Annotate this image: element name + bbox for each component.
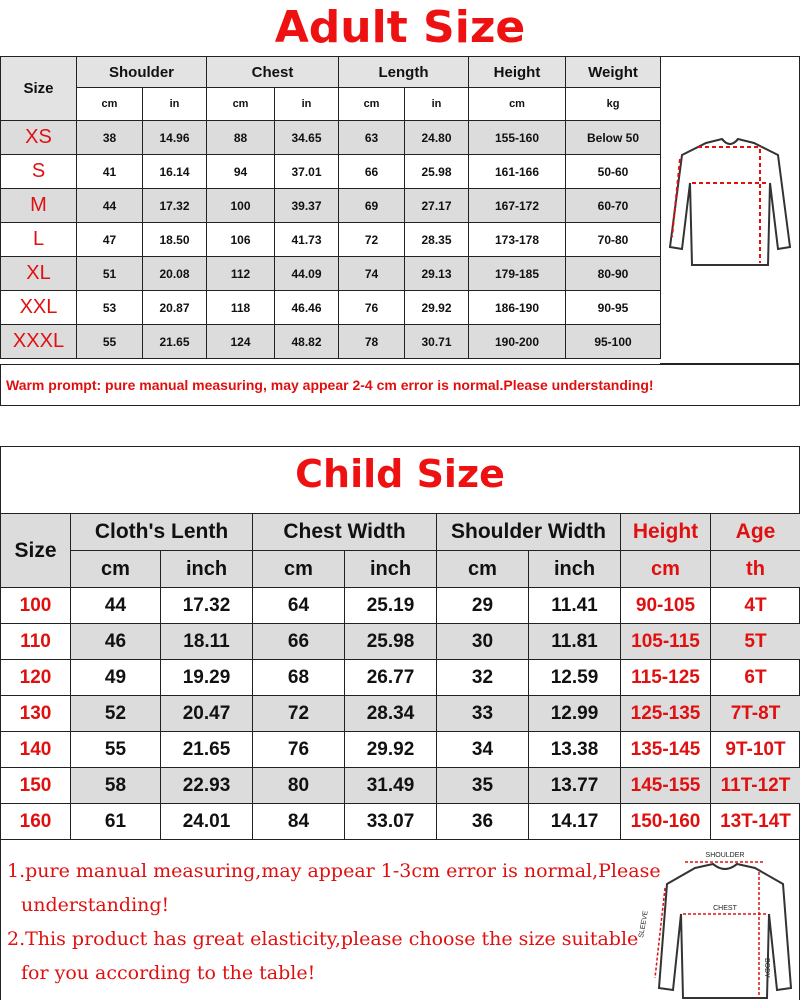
adult-unit-cell: cm — [339, 88, 405, 121]
adult-value-cell: 51 — [77, 257, 143, 291]
adult-value-cell: 47 — [77, 223, 143, 257]
child-value-cell: 9T-10T — [711, 732, 800, 768]
adult-size-cell: M — [1, 189, 77, 223]
adult-value-cell: 173-178 — [469, 223, 566, 257]
table-row — [1, 804, 800, 840]
adult-size-cell: XXL — [1, 291, 77, 325]
adult-value-cell: 29.13 — [405, 257, 469, 291]
child-value-cell: 24.01 — [161, 804, 253, 840]
table-row — [1, 588, 800, 624]
adult-tshirt-measure-icon — [660, 56, 800, 364]
adult-value-cell: 25.98 — [405, 155, 469, 189]
adult-value-cell: 155-160 — [469, 121, 566, 155]
adult-value-cell: 60-70 — [566, 189, 661, 223]
child-value-cell: 34 — [437, 732, 529, 768]
adult-unit-cell: cm — [207, 88, 275, 121]
child-unit-cell: th — [711, 551, 800, 588]
child-value-cell: 30 — [437, 624, 529, 660]
table-row — [1, 291, 661, 325]
child-value-cell: 35 — [437, 768, 529, 804]
child-value-cell: 20.47 — [161, 696, 253, 732]
table-row — [1, 624, 800, 660]
child-age-header: Age — [711, 514, 800, 551]
child-value-cell: 72 — [253, 696, 345, 732]
child-value-cell: 31.49 — [345, 768, 437, 804]
adult-value-cell: 17.32 — [143, 189, 207, 223]
shoulder-label: SHOULDER — [706, 852, 745, 859]
table-row — [1, 325, 661, 359]
child-value-cell: 11.41 — [529, 588, 621, 624]
adult-value-cell: 100 — [207, 189, 275, 223]
child-unit-cell: cm — [253, 551, 345, 588]
adult-value-cell: 124 — [207, 325, 275, 359]
adult-value-cell: 14.96 — [143, 121, 207, 155]
adult-value-cell: 38 — [77, 121, 143, 155]
note-line-2: understanding! — [21, 894, 169, 916]
adult-value-cell: 20.87 — [143, 291, 207, 325]
child-value-cell: 25.98 — [345, 624, 437, 660]
adult-unit-cell: in — [405, 88, 469, 121]
child-value-cell: 66 — [253, 624, 345, 660]
child-value-cell: 19.29 — [161, 660, 253, 696]
child-value-cell: 29.92 — [345, 732, 437, 768]
adult-warning-text: Warm prompt: pure manual measuring, may appear 2-4 cm error is normal.Please understanding! — [0, 364, 800, 406]
child-value-cell: 64 — [253, 588, 345, 624]
table-row — [1, 223, 661, 257]
table-row — [1, 696, 800, 732]
body-label: BODY — [763, 958, 770, 978]
adult-value-cell: 112 — [207, 257, 275, 291]
adult-value-cell: 179-185 — [469, 257, 566, 291]
child-value-cell: 22.93 — [161, 768, 253, 804]
child-value-cell: 17.32 — [161, 588, 253, 624]
child-value-cell: 135-145 — [621, 732, 711, 768]
child-unit-cell: inch — [529, 551, 621, 588]
child-value-cell: 49 — [71, 660, 161, 696]
table-row — [1, 768, 800, 804]
adult-size-cell: XS — [1, 121, 77, 155]
adult-value-cell: 44 — [77, 189, 143, 223]
child-group-header: Cloth's Lenth — [71, 514, 253, 551]
child-value-cell: 12.59 — [529, 660, 621, 696]
child-value-cell: 28.34 — [345, 696, 437, 732]
child-group-header: Chest Width — [253, 514, 437, 551]
child-value-cell: 33.07 — [345, 804, 437, 840]
child-value-cell: 90-105 — [621, 588, 711, 624]
adult-value-cell: 48.82 — [275, 325, 339, 359]
adult-value-cell: 16.14 — [143, 155, 207, 189]
child-value-cell: 32 — [437, 660, 529, 696]
adult-value-cell: 44.09 — [275, 257, 339, 291]
adult-value-cell: 76 — [339, 291, 405, 325]
child-size-cell: 130 — [1, 696, 71, 732]
adult-value-cell: 90-95 — [566, 291, 661, 325]
child-size-cell: 110 — [1, 624, 71, 660]
adult-unit-cell: in — [275, 88, 339, 121]
child-value-cell: 6T — [711, 660, 800, 696]
child-value-cell: 18.11 — [161, 624, 253, 660]
child-value-cell: 13.77 — [529, 768, 621, 804]
adult-group-header: Height — [469, 57, 566, 88]
adult-size-cell: S — [1, 155, 77, 189]
adult-value-cell: 37.01 — [275, 155, 339, 189]
child-size-cell: 150 — [1, 768, 71, 804]
adult-value-cell: 24.80 — [405, 121, 469, 155]
adult-value-cell: 95-100 — [566, 325, 661, 359]
child-value-cell: 115-125 — [621, 660, 711, 696]
child-size-cell: 120 — [1, 660, 71, 696]
adult-value-cell: 20.08 — [143, 257, 207, 291]
adult-value-cell: 66 — [339, 155, 405, 189]
adult-unit-cell: cm — [77, 88, 143, 121]
adult-size-header: Size — [1, 57, 77, 121]
adult-size-cell: XL — [1, 257, 77, 291]
child-value-cell: 29 — [437, 588, 529, 624]
adult-size-cell: L — [1, 223, 77, 257]
child-value-cell: 46 — [71, 624, 161, 660]
child-size-title: Child Size — [0, 448, 800, 500]
table-row — [1, 660, 800, 696]
child-value-cell: 58 — [71, 768, 161, 804]
child-value-cell: 145-155 — [621, 768, 711, 804]
child-size-table — [0, 513, 800, 840]
child-value-cell: 25.19 — [345, 588, 437, 624]
adult-value-cell: 27.17 — [405, 189, 469, 223]
child-value-cell: 21.65 — [161, 732, 253, 768]
child-value-cell: 76 — [253, 732, 345, 768]
adult-value-cell: 94 — [207, 155, 275, 189]
adult-value-cell: 41 — [77, 155, 143, 189]
adult-value-cell: 167-172 — [469, 189, 566, 223]
child-value-cell: 55 — [71, 732, 161, 768]
child-unit-cell: cm — [71, 551, 161, 588]
child-size-header: Size — [1, 514, 71, 588]
child-value-cell: 125-135 — [621, 696, 711, 732]
child-value-cell: 12.99 — [529, 696, 621, 732]
child-value-cell: 44 — [71, 588, 161, 624]
child-value-cell: 36 — [437, 804, 529, 840]
adult-value-cell: 80-90 — [566, 257, 661, 291]
adult-unit-cell: kg — [566, 88, 661, 121]
adult-value-cell: 106 — [207, 223, 275, 257]
adult-value-cell: 190-200 — [469, 325, 566, 359]
child-value-cell: 61 — [71, 804, 161, 840]
child-value-cell: 52 — [71, 696, 161, 732]
adult-value-cell: 46.46 — [275, 291, 339, 325]
adult-value-cell: 161-166 — [469, 155, 566, 189]
note-line-1: 1.pure manual measuring,may appear 1-3cm error is normal,Please — [7, 860, 661, 882]
adult-group-header: Shoulder — [77, 57, 207, 88]
adult-value-cell: 34.65 — [275, 121, 339, 155]
adult-value-cell: 118 — [207, 291, 275, 325]
adult-value-cell: 53 — [77, 291, 143, 325]
child-header-row — [1, 514, 800, 551]
child-value-cell: 150-160 — [621, 804, 711, 840]
child-value-cell: 84 — [253, 804, 345, 840]
adult-value-cell: 28.35 — [405, 223, 469, 257]
adult-value-cell: 78 — [339, 325, 405, 359]
child-value-cell: 4T — [711, 588, 800, 624]
child-tshirt-measure-icon — [625, 848, 795, 1000]
child-unit-cell: cm — [437, 551, 529, 588]
child-unit-cell: inch — [161, 551, 253, 588]
child-height-header: Height — [621, 514, 711, 551]
note-line-3: 2.This product has great elasticity,please choose the size suitable — [7, 928, 638, 950]
child-value-cell: 11.81 — [529, 624, 621, 660]
child-value-cell: 105-115 — [621, 624, 711, 660]
child-value-cell: 80 — [253, 768, 345, 804]
table-row — [1, 121, 661, 155]
adult-value-cell: 41.73 — [275, 223, 339, 257]
table-row — [1, 257, 661, 291]
note-line-4: for you according to the table! — [21, 962, 315, 984]
child-value-cell: 68 — [253, 660, 345, 696]
chest-label: CHEST — [713, 905, 737, 912]
adult-unit-row — [1, 88, 661, 121]
child-value-cell: 7T-8T — [711, 696, 800, 732]
child-size-cell: 100 — [1, 588, 71, 624]
adult-value-cell: 55 — [77, 325, 143, 359]
child-value-cell: 33 — [437, 696, 529, 732]
adult-size-table — [0, 56, 661, 359]
adult-value-cell: 72 — [339, 223, 405, 257]
adult-value-cell: 21.65 — [143, 325, 207, 359]
adult-value-cell: 70-80 — [566, 223, 661, 257]
adult-value-cell: 186-190 — [469, 291, 566, 325]
child-group-header: Shoulder Width — [437, 514, 621, 551]
table-row — [1, 189, 661, 223]
child-value-cell: 11T-12T — [711, 768, 800, 804]
child-size-cell: 160 — [1, 804, 71, 840]
child-value-cell: 5T — [711, 624, 800, 660]
adult-value-cell: 29.92 — [405, 291, 469, 325]
adult-group-header: Weight — [566, 57, 661, 88]
adult-value-cell: 88 — [207, 121, 275, 155]
adult-value-cell: 18.50 — [143, 223, 207, 257]
table-row — [1, 732, 800, 768]
child-unit-cell: inch — [345, 551, 437, 588]
adult-value-cell: 69 — [339, 189, 405, 223]
adult-value-cell: 39.37 — [275, 189, 339, 223]
adult-value-cell: 50-60 — [566, 155, 661, 189]
child-value-cell: 14.17 — [529, 804, 621, 840]
adult-size-title: Adult Size — [0, 2, 800, 54]
adult-value-cell: 63 — [339, 121, 405, 155]
sleeve-label: SLEEVE — [638, 910, 650, 938]
child-unit-row — [1, 551, 800, 588]
child-unit-cell: cm — [621, 551, 711, 588]
adult-size-cell: XXXL — [1, 325, 77, 359]
adult-value-cell: 74 — [339, 257, 405, 291]
adult-value-cell: Below 50 — [566, 121, 661, 155]
child-value-cell: 13.38 — [529, 732, 621, 768]
adult-header-row — [1, 57, 661, 88]
table-row — [1, 155, 661, 189]
child-size-cell: 140 — [1, 732, 71, 768]
adult-group-header: Chest — [207, 57, 339, 88]
adult-unit-cell: cm — [469, 88, 566, 121]
adult-unit-cell: in — [143, 88, 207, 121]
adult-value-cell: 30.71 — [405, 325, 469, 359]
adult-group-header: Length — [339, 57, 469, 88]
child-value-cell: 13T-14T — [711, 804, 800, 840]
child-value-cell: 26.77 — [345, 660, 437, 696]
